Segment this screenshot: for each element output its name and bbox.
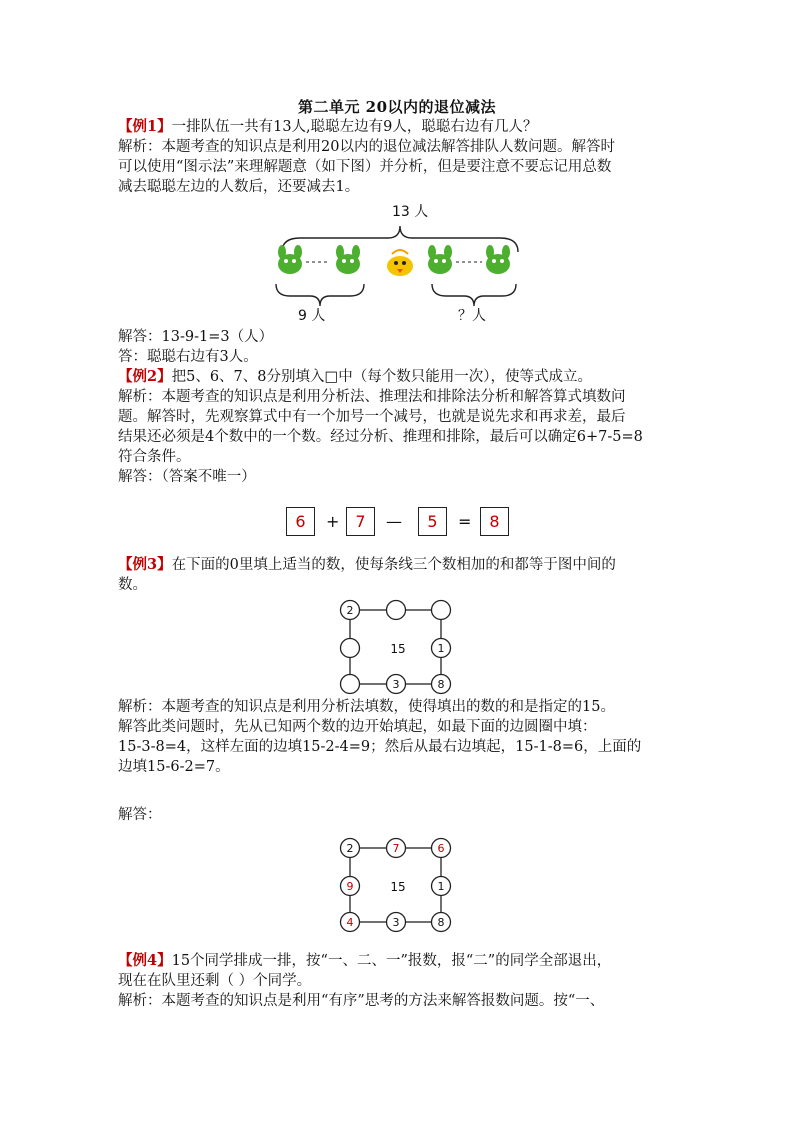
given-number: 8	[437, 916, 445, 929]
example-1-tag: 【例1】	[118, 118, 172, 135]
center-number: 15	[390, 642, 406, 656]
queue-diagram	[260, 200, 540, 325]
example-1-question: 一排队伍一共有13人,聪聪左边有9人，聪聪右边有几人？	[171, 119, 538, 135]
given-number: 2	[346, 604, 354, 617]
example-4-analysis-line: 解析：本题考查的知识点是利用“有序”思考的方法来解答报数问题。按“一、	[118, 993, 605, 1009]
minus-sign: —	[386, 512, 402, 531]
answer-box: 8	[480, 507, 509, 536]
example-4-question-line: 现在在队里还剩（ ）个同学。	[118, 973, 312, 989]
example-1-solution-line: 解答：13-9-1=3（人）	[118, 329, 274, 345]
given-number: 2	[346, 842, 354, 855]
total-label: 13 人	[392, 204, 429, 220]
example-3-analysis	[118, 697, 683, 777]
answer-box: 6	[286, 507, 315, 536]
example-2-analysis-line: 解析：本题考查的知识点是利用分析法、推理法和排除法分析和解答算式填数问	[118, 389, 626, 405]
example-3-analysis-line: 15-3-8=4，这样左面的边填15-2-4=9；然后从最右边填起，15-1-8=6，上面的	[118, 739, 642, 755]
given-number: 1	[437, 642, 445, 655]
example-1	[118, 117, 683, 197]
example-3-analysis-line: 解答此类问题时，先从已知两个数的边开始填起，如最下面的边圆圈中填：	[118, 719, 597, 735]
chick-icon	[387, 250, 413, 276]
page-title: 第二单元 20以内的退位减法	[297, 98, 497, 116]
frog-icon	[486, 245, 510, 274]
answer-box: 7	[346, 507, 375, 536]
filled-number: 7	[392, 842, 400, 855]
number-square-solution	[338, 836, 458, 934]
example-3-question: 在下面的0里填上适当的数，使每条线三个数相加的和都等于图中间的	[171, 557, 616, 573]
filled-number: 4	[346, 916, 354, 929]
example-4	[118, 951, 683, 1011]
example-2-analysis-line: 题。解答时，先观察算式中有一个加号一个减号，也就是说先求和再求差，最后	[118, 409, 626, 425]
example-3-tag: 【例3】	[118, 556, 172, 573]
filled-number: 6	[437, 842, 445, 855]
frog-icon	[428, 245, 452, 274]
equals-sign: =	[458, 512, 472, 531]
example-4-question: 15个同学排成一排，按“一、二、一”报数，报“二”的同学全部退出，	[171, 953, 612, 969]
right-brace	[432, 284, 516, 306]
example-3-analysis-line: 边填15-6-2=7。	[118, 759, 230, 775]
frog-icon	[278, 245, 302, 274]
example-1-solution	[118, 327, 683, 367]
example-4-tag: 【例4】	[118, 952, 172, 969]
example-2-question: 把5、6、7、8分别填入□中（每个数只能用一次），使等式成立。	[171, 369, 592, 385]
right-label: ？人	[458, 308, 486, 324]
example-3	[118, 555, 683, 595]
center-number: 15	[390, 880, 406, 894]
number-square-puzzle	[338, 598, 458, 696]
left-brace	[276, 284, 364, 306]
answer-box: 5	[418, 507, 447, 536]
given-number: 3	[392, 678, 400, 691]
example-1-answer-line: 答：聪聪右边有3人。	[118, 349, 258, 365]
solution-label: 解答：	[118, 807, 162, 823]
example-2-tag: 【例2】	[118, 368, 172, 385]
given-number: 8	[437, 678, 445, 691]
example-1-analysis-line: 解析：本题考查的知识点是利用20以内的退位减法解答排队人数问题。解答时	[118, 139, 615, 155]
example-2-analysis-line: 结果还必须是4个数中的一个数。经过分析、推理和排除，最后可以确定6+7-5=8	[118, 429, 643, 445]
given-number: 3	[392, 916, 400, 929]
plus-sign: +	[326, 512, 340, 531]
example-3-solution-label	[118, 805, 683, 825]
example-3-analysis-line: 解析：本题考查的知识点是利用分析法填数，使得填出的数的和是指定的15。	[118, 699, 615, 715]
left-label: 9 人	[298, 308, 326, 324]
example-2-solution-label: 解答：（答案不唯一）	[118, 469, 256, 485]
example-1-analysis-line: 可以使用“图示法”来理解题意（如下图）并分析，但是要注意不要忘记用总数	[118, 159, 612, 175]
example-2	[118, 367, 683, 487]
total-brace	[282, 226, 518, 252]
example-3-question-line: 数。	[118, 577, 147, 593]
example-2-analysis-line: 符合条件。	[118, 449, 191, 465]
given-number: 1	[437, 880, 445, 893]
frog-icon	[336, 245, 360, 274]
filled-number: 9	[346, 880, 354, 893]
example-1-analysis-line: 减去聪聪左边的人数后，还要减去1。	[118, 179, 360, 195]
